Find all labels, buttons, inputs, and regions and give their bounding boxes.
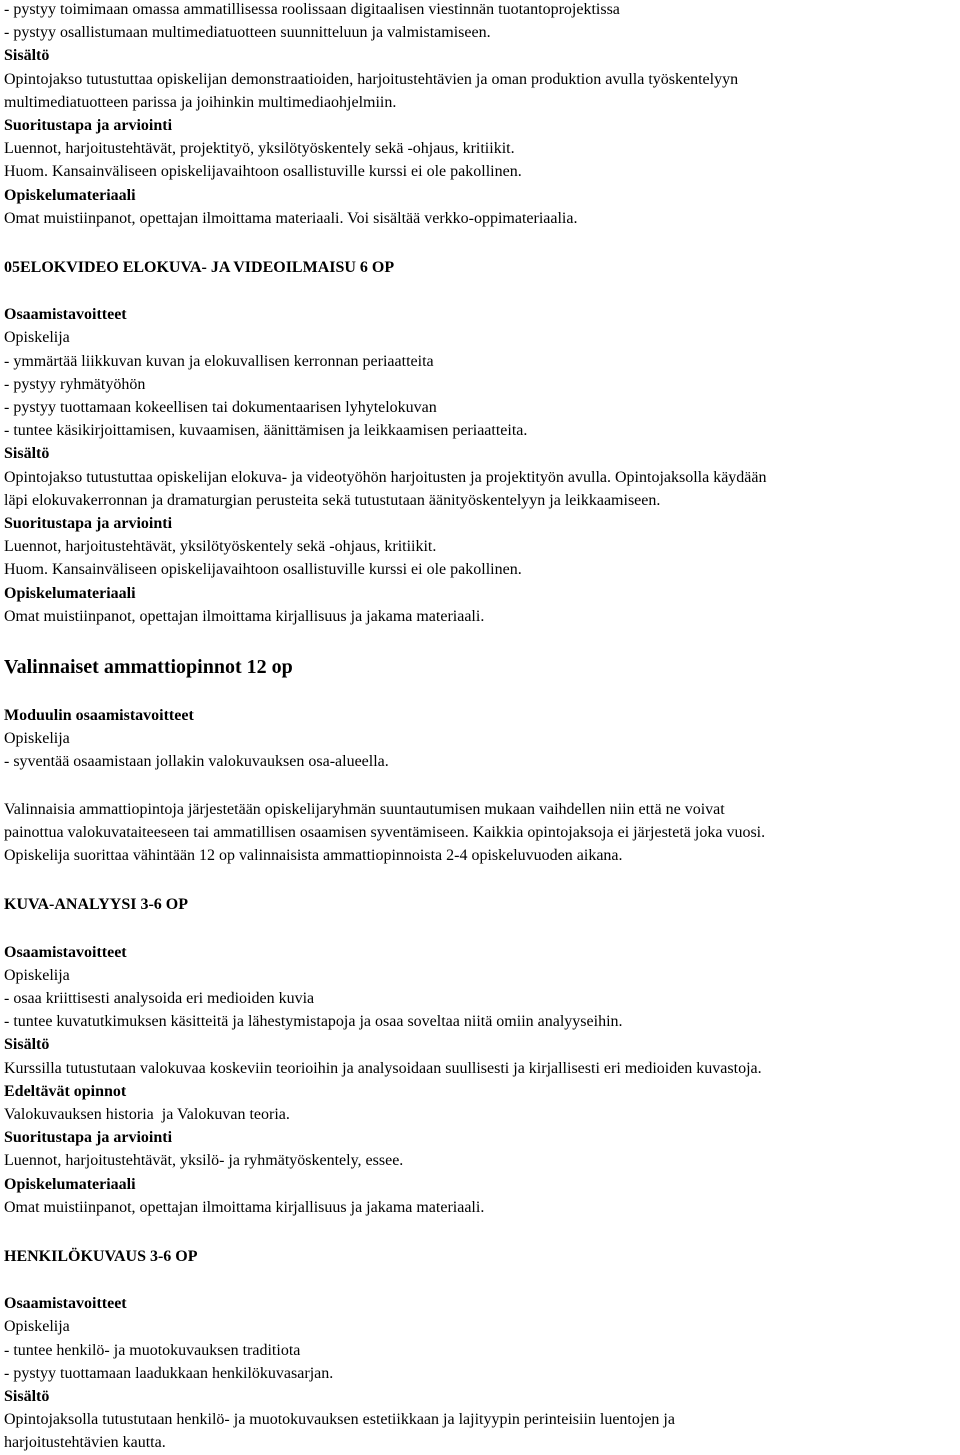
method-heading: Suoritustapa ja arviointi: [4, 515, 173, 533]
student-label: Opiskelija: [4, 1318, 70, 1336]
content-heading: Sisältö: [4, 1036, 50, 1054]
outcome-line: - tuntee kuvatutkimuksen käsitteitä ja lähestymistapoja ja osaa soveltaa niitä omiin analyyseihin.: [4, 1013, 623, 1031]
material-line: Omat muistiinpanot, opettajan ilmoittama materiaali. Voi sisältää verkko-oppimateriaalia.: [4, 209, 578, 227]
document-page: [4, 0, 960, 1455]
material-heading: Opiskelumateriaali: [4, 186, 136, 204]
outcome-line: - ymmärtää liikkuvan kuvan ja elokuvallisen kerronnan periaatteita: [4, 352, 434, 370]
outcome-line: - osaa kriittisesti analysoida eri medioiden kuvia: [4, 989, 315, 1007]
content-line: multimediatuotteen parissa ja joihinkin multimediaohjelmiin.: [4, 93, 397, 111]
student-label: Opiskelija: [4, 329, 70, 347]
method-line: Luennot, harjoitustehtävät, yksilötyöskentely sekä -ohjaus, kritiikit.: [4, 538, 437, 556]
course-title: KUVA-ANALYYSI 3-6 OP: [4, 896, 189, 914]
content-line: Kurssilla tutustutaan valokuvaa koskeviin teorioihin ja analysoidaan suullisesti ja kirjallisesti eri medioiden kuvastoja.: [4, 1059, 762, 1077]
material-line: Omat muistiinpanot, opettajan ilmoittama kirjallisuus ja jakama materiaali.: [4, 1198, 485, 1216]
section-valinnaiset: [4, 654, 960, 867]
content-line: harjoitustehtävien kautta.: [4, 1434, 166, 1452]
outcomes-heading: Osaamistavoitteet: [4, 1295, 127, 1313]
content-line: Opintojakso tutustuttaa opiskelijan demonstraatioiden, harjoitustehtävien ja oman produktion avulla työskentelyyn: [4, 70, 739, 88]
section-henkilokuvaus: [4, 1245, 960, 1455]
content-line: Opintojaksolla tutustutaan henkilö- ja muotokuvauksen estetiikkaan ja lajityypin perinteisiin luentojen ja: [4, 1411, 675, 1429]
section-kuva-analyysi: [4, 893, 960, 1219]
content-line: Opintojakso tutustuttaa opiskelijan elokuva- ja videotyöhön harjoitusten ja projektityön avulla. Opintojaksolla käydään: [4, 468, 767, 486]
course-title: HENKILÖKUVAUS 3-6 OP: [4, 1247, 198, 1265]
method-heading: Suoritustapa ja arviointi: [4, 1129, 173, 1147]
paragraph-line: Opiskelija suorittaa vähintään 12 op valinnaisista ammattiopinnoista 2-4 opiskeluvuoden aikana.: [4, 847, 623, 865]
outcome-line: - pystyy tuottamaan kokeellisen tai dokumentaarisen lyhytelokuvan: [4, 399, 437, 417]
prereq-heading: Edeltävät opinnot: [4, 1082, 127, 1100]
section-elokvideo: [4, 256, 960, 628]
outcome-line: - pystyy toimimaan omassa ammatillisessa roolissaan digitaalisen viestinnän tuotantoprojektissa: [4, 1, 620, 18]
student-label: Opiskelija: [4, 730, 70, 748]
material-line: Omat muistiinpanot, opettajan ilmoittama kirjallisuus ja jakama materiaali.: [4, 607, 485, 625]
content-heading: Sisältö: [4, 445, 50, 463]
outcome-line: - pystyy ryhmätyöhön: [4, 375, 146, 393]
outcome-line: - pystyy tuottamaan laadukkaan henkilökuvasarjan.: [4, 1364, 334, 1382]
method-line: Luennot, harjoitustehtävät, yksilö- ja ryhmätyöskentely, essee.: [4, 1152, 404, 1170]
paragraph-line: Valinnaisia ammattiopintoja järjestetään opiskelijaryhmän suuntautumisen mukaan vaihdellen niin että ne voivat: [4, 800, 725, 818]
section-top: [4, 0, 960, 230]
material-heading: Opiskelumateriaali: [4, 1175, 136, 1193]
paragraph-line: painottua valokuvataiteeseen tai ammatillisen osaamisen syventämiseen. Kaikkia opintojaksoja ei järjestetä joka vuosi.: [4, 823, 766, 841]
content-heading: Sisältö: [4, 47, 50, 65]
material-heading: Opiskelumateriaali: [4, 584, 136, 602]
content-heading: Sisältö: [4, 1387, 50, 1405]
method-line: Huom. Kansainväliseen opiskelijavaihtoon osallistuville kurssi ei ole pakollinen.: [4, 163, 522, 181]
module-outcomes-heading: Moduulin osaamistavoitteet: [4, 707, 194, 725]
outcomes-heading: Osaamistavoitteet: [4, 306, 127, 324]
outcome-line: - pystyy osallistumaan multimediatuotteen suunnitteluun ja valmistamiseen.: [4, 24, 491, 42]
student-label: Opiskelija: [4, 966, 70, 984]
prereq-line: Valokuvauksen historia ja Valokuvan teoria.: [4, 1105, 290, 1123]
outcome-line: - syventää osaamistaan jollakin valokuvauksen osa-alueella.: [4, 753, 389, 771]
method-line: Luennot, harjoitustehtävät, projektityö, yksilötyöskentely sekä -ohjaus, kritiikit.: [4, 140, 515, 158]
course-title: 05ELOKVIDEO ELOKUVA- JA VIDEOILMAISU 6 OP: [4, 259, 395, 277]
method-heading: Suoritustapa ja arviointi: [4, 117, 173, 135]
outcome-line: - tuntee käsikirjoittamisen, kuvaamisen, äänittämisen ja leikkaamisen periaatteita.: [4, 422, 528, 440]
outcome-line: - tuntee henkilö- ja muotokuvauksen traditiota: [4, 1341, 301, 1359]
section-title: Valinnaiset ammattiopinnot 12 op: [4, 656, 293, 679]
method-line: Huom. Kansainväliseen opiskelijavaihtoon osallistuville kurssi ei ole pakollinen.: [4, 561, 522, 579]
content-line: läpi elokuvakerronnan ja dramaturgian perusteita sekä tutustutaan äänityöskentelyyn ja leikkaamiseen.: [4, 491, 661, 509]
outcomes-heading: Osaamistavoitteet: [4, 943, 127, 961]
